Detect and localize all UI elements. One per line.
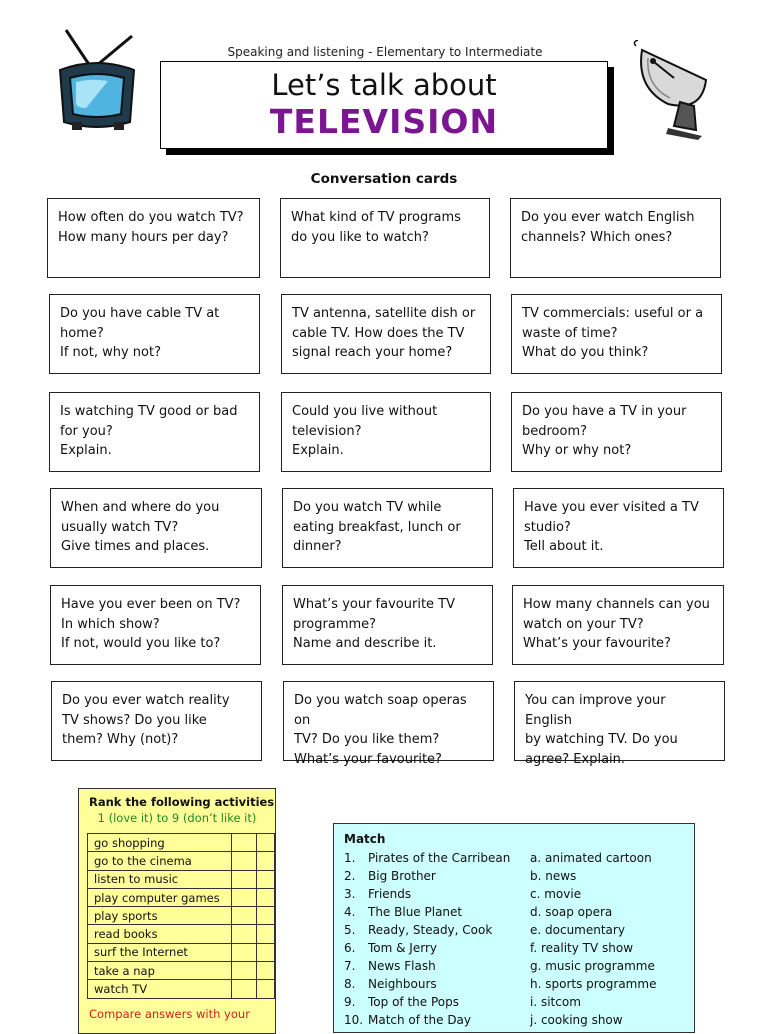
rank-activities-box <box>78 788 276 1034</box>
match-programme: Friends <box>368 887 412 901</box>
match-genre: c. movie <box>530 887 582 901</box>
rank-activity: go to the cinema <box>88 852 232 870</box>
worksheet-subtitle: Speaking and listening - Elementary to Intermediate <box>227 45 543 59</box>
rank-activity: take a nap <box>88 962 232 980</box>
conversation-card: Have you ever visited a TV studio? Tell about it. <box>513 488 724 568</box>
match-programme: Tom & Jerry <box>368 941 437 955</box>
match-programme: News Flash <box>368 959 436 973</box>
rank-row <box>88 888 275 906</box>
match-genre: g. music programme <box>530 959 655 973</box>
rank-answer-cell[interactable] <box>256 852 274 870</box>
conversation-card: Do you watch soap operas on TV? Do you like them? What’s your favourite? <box>283 681 494 761</box>
match-row <box>344 867 576 885</box>
conversation-card: What’s your favourite TV programme? Name and describe it. <box>282 585 493 665</box>
rank-answer-cell[interactable] <box>256 925 274 943</box>
television-icon <box>52 26 142 132</box>
rank-row <box>88 907 275 925</box>
conversation-card: Have you ever been on TV? In which show? If not, would you like to? <box>50 585 261 665</box>
conversation-card: Do you have cable TV at home? If not, why not? <box>49 294 260 374</box>
rank-row <box>88 962 275 980</box>
match-number: 5. <box>344 923 356 937</box>
match-number: 6. <box>344 941 356 955</box>
match-genre: b. news <box>530 869 577 883</box>
rank-answer-cell[interactable] <box>232 834 256 852</box>
rank-answer-cell[interactable] <box>232 852 256 870</box>
conversation-card: Do you ever watch English channels? Which ones? <box>510 198 721 278</box>
rank-row <box>88 980 275 998</box>
conversation-card: What kind of TV programs do you like to watch? <box>280 198 490 278</box>
match-genre: d. soap opera <box>530 905 613 919</box>
match-number: 4. <box>344 905 356 919</box>
rank-activity: read books <box>88 925 232 943</box>
title-television: TELEVISION <box>269 102 499 141</box>
rank-answer-cell[interactable] <box>232 980 256 998</box>
match-row <box>344 975 656 993</box>
rank-row <box>88 925 275 943</box>
rank-subtitle: 1 (love it) to 9 (don’t like it) <box>97 811 257 825</box>
rank-answer-cell[interactable] <box>256 888 274 906</box>
conversation-card: You can improve your English by watching TV. Do you agree? Explain. <box>514 681 725 761</box>
conversation-card: When and where do you usually watch TV? Give times and places. <box>50 488 262 568</box>
rank-answer-cell[interactable] <box>232 870 256 888</box>
rank-answer-cell[interactable] <box>256 834 274 852</box>
rank-table <box>87 833 275 999</box>
match-programme: Match of the Day <box>368 1013 472 1027</box>
match-genre: h. sports programme <box>530 977 657 991</box>
rank-activity: play computer games <box>88 888 232 906</box>
rank-row <box>88 943 275 961</box>
rank-answer-cell[interactable] <box>232 962 256 980</box>
match-number: 8. <box>344 977 356 991</box>
match-genre: e. documentary <box>530 923 625 937</box>
match-number: 9. <box>344 995 356 1009</box>
conversation-card: How many channels can you watch on your TV? What’s your favourite? <box>512 585 724 665</box>
rank-answer-cell[interactable] <box>256 907 274 925</box>
match-row <box>344 957 655 975</box>
match-number: 2. <box>344 869 356 883</box>
conversation-card: Is watching TV good or bad for you? Explain. <box>49 392 260 472</box>
match-number: 10. <box>344 1013 364 1027</box>
rank-activity: listen to music <box>88 870 232 888</box>
match-programme: Top of the Pops <box>368 995 459 1009</box>
match-genre: i. sitcom <box>530 995 581 1009</box>
match-programme: The Blue Planet <box>368 905 463 919</box>
match-genre: j. cooking show <box>530 1013 623 1027</box>
rank-activity: surf the Internet <box>88 943 232 961</box>
title-line-1: Let’s talk about <box>271 68 497 102</box>
rank-activity: play sports <box>88 907 232 925</box>
rank-answer-cell[interactable] <box>256 870 274 888</box>
cards-heading: Conversation cards <box>310 171 458 187</box>
match-row <box>344 849 652 867</box>
rank-activity: go shopping <box>88 834 232 852</box>
conversation-card: How often do you watch TV? How many hours per day? <box>47 198 260 278</box>
match-row <box>344 885 581 903</box>
conversation-card: Do you watch TV while eating breakfast, lunch or dinner? <box>282 488 493 568</box>
match-programme: Pirates of the Carribean <box>368 851 511 865</box>
rank-answer-cell[interactable] <box>232 888 256 906</box>
rank-row <box>88 852 275 870</box>
rank-answer-cell[interactable] <box>232 907 256 925</box>
rank-answer-cell[interactable] <box>256 943 274 961</box>
match-programme: Neighbours <box>368 977 437 991</box>
match-row <box>344 993 581 1011</box>
match-title: Match <box>344 832 386 846</box>
rank-row <box>88 870 275 888</box>
match-programme: Ready, Steady, Cook <box>368 923 493 937</box>
rank-footer-text: Compare answers with your <box>89 1007 250 1021</box>
match-row <box>344 921 625 939</box>
match-number: 3. <box>344 887 356 901</box>
rank-activity: watch TV <box>88 980 232 998</box>
rank-title: Rank the following activities <box>89 795 275 809</box>
match-row <box>344 939 633 957</box>
rank-answer-cell[interactable] <box>232 925 256 943</box>
conversation-card: Could you live without television? Explain. <box>281 392 491 472</box>
match-row <box>344 903 612 921</box>
conversation-card: Do you have a TV in your bedroom? Why or why not? <box>511 392 722 472</box>
satellite-dish-icon <box>632 40 712 142</box>
match-number: 7. <box>344 959 356 973</box>
title-box <box>160 61 608 149</box>
match-programme: Big Brother <box>368 869 436 883</box>
conversation-card: Do you ever watch reality TV shows? Do you like them? Why (not)? <box>51 681 262 761</box>
rank-row <box>88 834 275 852</box>
match-genre: f. reality TV show <box>530 941 634 955</box>
rank-answer-cell[interactable] <box>256 962 274 980</box>
match-row <box>344 1011 623 1029</box>
match-number: 1. <box>344 851 356 865</box>
match-box <box>333 823 695 1033</box>
rank-answer-cell[interactable] <box>232 943 256 961</box>
conversation-card: TV antenna, satellite dish or cable TV. How does the TV signal reach your home? <box>281 294 491 374</box>
rank-answer-cell[interactable] <box>256 980 274 998</box>
conversation-card: TV commercials: useful or a waste of time? What do you think? <box>511 294 722 374</box>
match-genre: a. animated cartoon <box>530 851 652 865</box>
